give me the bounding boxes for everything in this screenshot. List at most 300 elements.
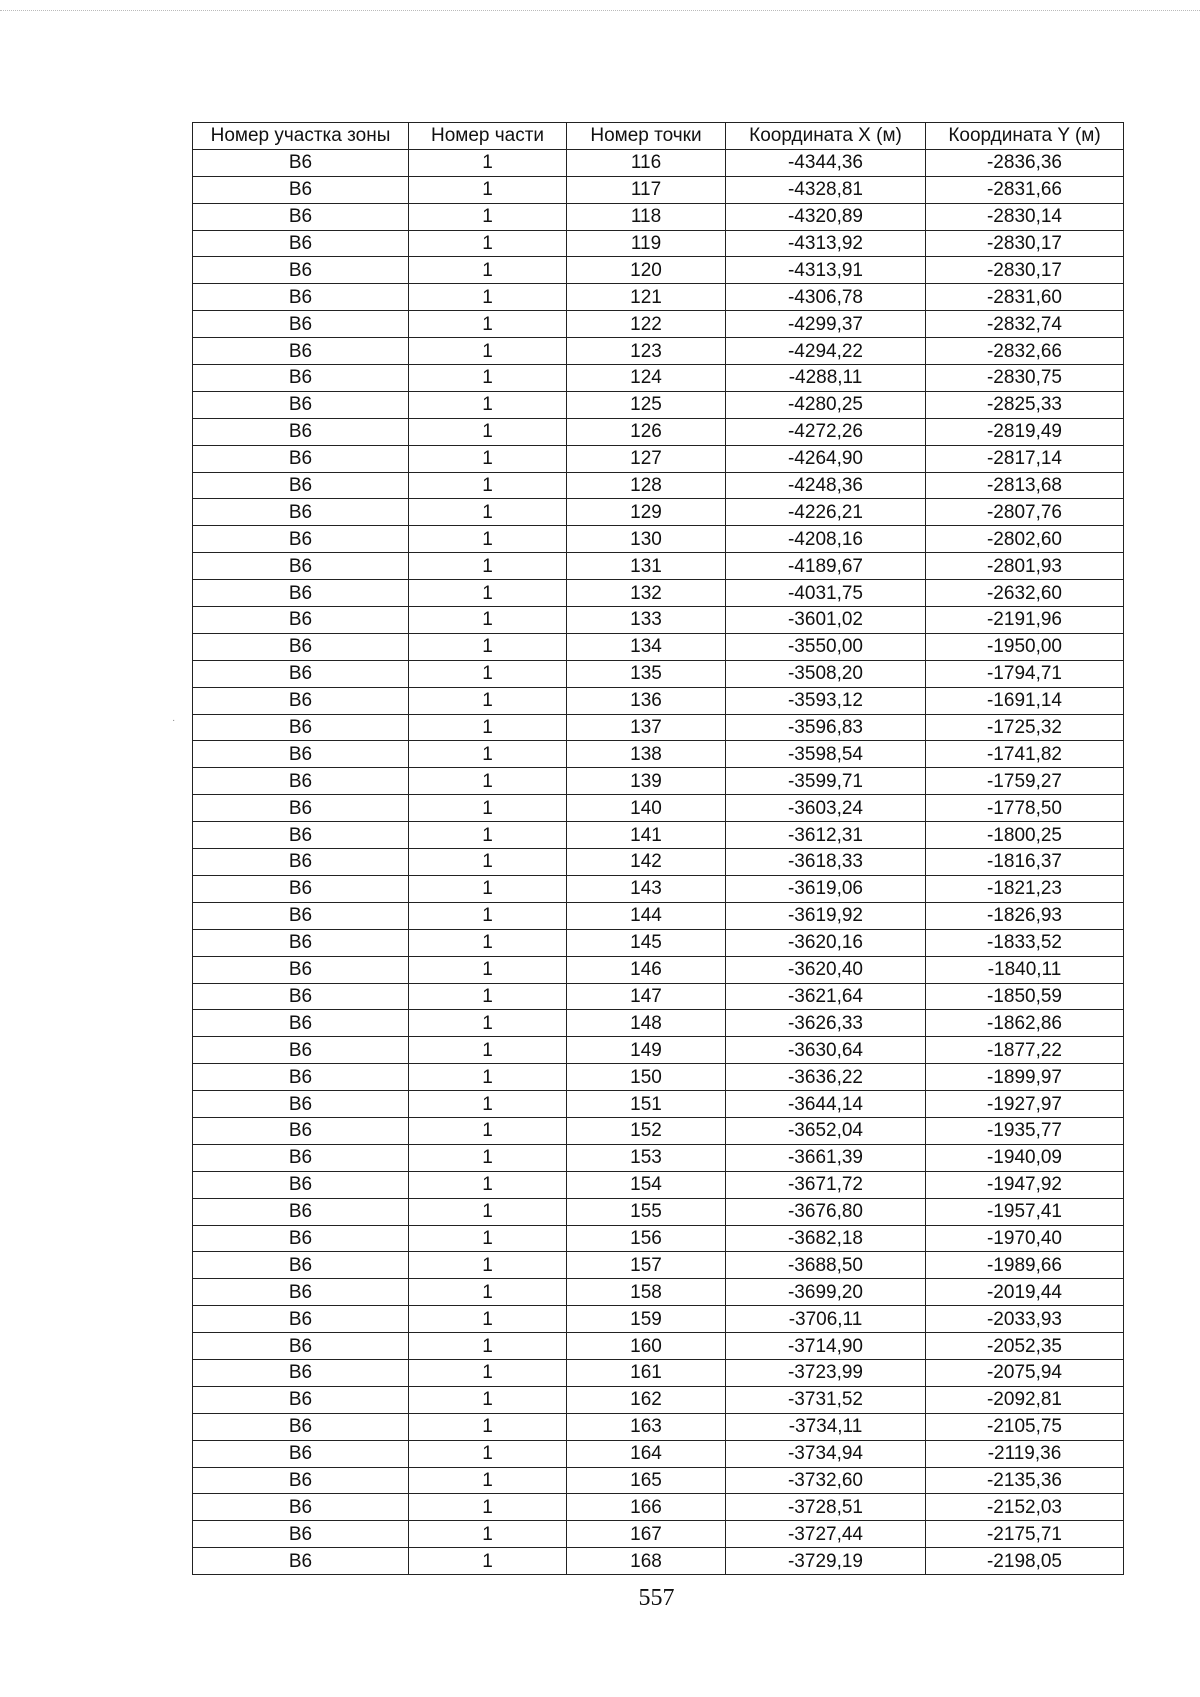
part-number-cell: 1 [409,1117,567,1144]
table-row [193,1171,1124,1198]
coordinate-x-cell: -4208,16 [726,526,926,553]
part-number-cell: 1 [409,1413,567,1440]
coordinate-y-cell: -2175,71 [926,1521,1124,1548]
part-number-cell: 1 [409,795,567,822]
coordinate-x-cell: -3626,33 [726,1010,926,1037]
part-number-cell: 1 [409,633,567,660]
part-number-cell: 1 [409,875,567,902]
point-number-cell: 121 [567,284,726,311]
coordinate-y-cell: -2198,05 [926,1548,1124,1575]
part-number-cell: 1 [409,203,567,230]
zone-section-cell: В6 [193,257,409,284]
coordinate-x-cell: -4288,11 [726,365,926,392]
table-row [193,311,1124,338]
zone-section-cell: В6 [193,1306,409,1333]
coordinate-y-cell: -2807,76 [926,499,1124,526]
part-number-cell: 1 [409,849,567,876]
part-number-cell: 1 [409,1521,567,1548]
coordinate-x-cell: -4031,75 [726,580,926,607]
zone-section-cell: В6 [193,1333,409,1360]
point-number-cell: 124 [567,365,726,392]
coordinate-x-cell: -4248,36 [726,472,926,499]
table-row [193,365,1124,392]
table-row [193,1359,1124,1386]
point-number-cell: 146 [567,956,726,983]
table-row [193,1225,1124,1252]
point-number-cell: 137 [567,714,726,741]
coordinate-x-cell: -3652,04 [726,1117,926,1144]
point-number-cell: 123 [567,338,726,365]
coordinate-y-cell: -2830,17 [926,230,1124,257]
top-scan-border [0,10,1200,11]
part-number-cell: 1 [409,1198,567,1225]
table-row [193,1521,1124,1548]
table-row [193,149,1124,176]
part-number-cell: 1 [409,365,567,392]
coordinate-y-cell: -1950,00 [926,633,1124,660]
zone-section-cell: В6 [193,983,409,1010]
coordinate-y-cell: -1935,77 [926,1117,1124,1144]
zone-section-cell: В6 [193,365,409,392]
part-number-cell: 1 [409,1279,567,1306]
coordinate-y-cell: -2831,60 [926,284,1124,311]
coordinate-y-cell: -2830,75 [926,365,1124,392]
coordinate-y-cell: -2830,14 [926,203,1124,230]
coordinate-y-cell: -1691,14 [926,687,1124,714]
zone-section-cell: В6 [193,714,409,741]
part-number-cell: 1 [409,1548,567,1575]
header-zone-section: Номер участка зоны [193,123,409,150]
table-row [193,875,1124,902]
zone-section-cell: В6 [193,1494,409,1521]
coordinate-y-cell: -2052,35 [926,1333,1124,1360]
zone-section-cell: В6 [193,633,409,660]
coordinate-x-cell: -3688,50 [726,1252,926,1279]
coordinate-x-cell: -4280,25 [726,391,926,418]
coordinate-y-cell: -2632,60 [926,580,1124,607]
zone-section-cell: В6 [193,1386,409,1413]
zone-section-cell: В6 [193,607,409,634]
coordinate-x-cell: -3599,71 [726,768,926,795]
coordinate-x-cell: -3621,64 [726,983,926,1010]
header-part-number: Номер части [409,123,567,150]
table-row [193,1064,1124,1091]
point-number-cell: 152 [567,1117,726,1144]
part-number-cell: 1 [409,822,567,849]
coordinate-y-cell: -2019,44 [926,1279,1124,1306]
point-number-cell: 156 [567,1225,726,1252]
part-number-cell: 1 [409,338,567,365]
point-number-cell: 157 [567,1252,726,1279]
zone-section-cell: В6 [193,284,409,311]
table-row [193,526,1124,553]
coordinate-x-cell: -3630,64 [726,1037,926,1064]
part-number-cell: 1 [409,1467,567,1494]
coordinate-x-cell: -3734,94 [726,1440,926,1467]
margin-mark: · [172,715,176,726]
zone-section-cell: В6 [193,149,409,176]
point-number-cell: 149 [567,1037,726,1064]
coordinate-x-cell: -3734,11 [726,1413,926,1440]
zone-section-cell: В6 [193,1413,409,1440]
table-row [193,176,1124,203]
coordinate-x-cell: -3618,33 [726,849,926,876]
point-number-cell: 116 [567,149,726,176]
coordinate-y-cell: -1800,25 [926,822,1124,849]
part-number-cell: 1 [409,499,567,526]
zone-section-cell: В6 [193,338,409,365]
zone-section-cell: В6 [193,526,409,553]
zone-section-cell: В6 [193,418,409,445]
coordinate-y-cell: -2832,74 [926,311,1124,338]
header-coordinate-x: Координата X (м) [726,123,926,150]
coordinate-x-cell: -3682,18 [726,1225,926,1252]
coordinate-y-cell: -1741,82 [926,741,1124,768]
point-number-cell: 119 [567,230,726,257]
coordinate-x-cell: -4313,91 [726,257,926,284]
point-number-cell: 143 [567,875,726,902]
coordinate-y-cell: -1989,66 [926,1252,1124,1279]
table-row [193,1144,1124,1171]
zone-section-cell: В6 [193,1440,409,1467]
point-number-cell: 151 [567,1091,726,1118]
coordinate-y-cell: -2191,96 [926,607,1124,634]
zone-section-cell: В6 [193,1198,409,1225]
zone-section-cell: В6 [193,1171,409,1198]
point-number-cell: 139 [567,768,726,795]
table-row [193,553,1124,580]
table-row [193,391,1124,418]
zone-section-cell: В6 [193,822,409,849]
coordinate-x-cell: -3728,51 [726,1494,926,1521]
coordinate-x-cell: -3727,44 [726,1521,926,1548]
coordinate-y-cell: -1759,27 [926,768,1124,795]
zone-section-cell: В6 [193,1144,409,1171]
zone-section-cell: В6 [193,176,409,203]
coordinate-y-cell: -2135,36 [926,1467,1124,1494]
point-number-cell: 158 [567,1279,726,1306]
coordinate-x-cell: -3620,40 [726,956,926,983]
zone-section-cell: В6 [193,472,409,499]
point-number-cell: 168 [567,1548,726,1575]
point-number-cell: 130 [567,526,726,553]
part-number-cell: 1 [409,284,567,311]
coordinate-x-cell: -4189,67 [726,553,926,580]
coordinate-y-cell: -1927,97 [926,1091,1124,1118]
coordinate-y-cell: -2831,66 [926,176,1124,203]
zone-section-cell: В6 [193,875,409,902]
point-number-cell: 150 [567,1064,726,1091]
coordinate-y-cell: -2801,93 [926,553,1124,580]
zone-section-cell: В6 [193,553,409,580]
coordinate-x-cell: -3676,80 [726,1198,926,1225]
zone-section-cell: В6 [193,660,409,687]
part-number-cell: 1 [409,956,567,983]
part-number-cell: 1 [409,741,567,768]
table-row [193,1413,1124,1440]
point-number-cell: 126 [567,418,726,445]
part-number-cell: 1 [409,580,567,607]
point-number-cell: 165 [567,1467,726,1494]
coordinate-y-cell: -1794,71 [926,660,1124,687]
table-row [193,902,1124,929]
coordinate-x-cell: -3706,11 [726,1306,926,1333]
coordinate-y-cell: -1833,52 [926,929,1124,956]
part-number-cell: 1 [409,553,567,580]
part-number-cell: 1 [409,472,567,499]
coordinate-y-cell: -2832,66 [926,338,1124,365]
table-row [193,257,1124,284]
coordinate-y-cell: -1778,50 [926,795,1124,822]
table-row [193,580,1124,607]
coordinate-x-cell: -4226,21 [726,499,926,526]
zone-section-cell: В6 [193,1091,409,1118]
zone-section-cell: В6 [193,902,409,929]
part-number-cell: 1 [409,391,567,418]
zone-section-cell: В6 [193,687,409,714]
zone-section-cell: В6 [193,391,409,418]
coordinate-x-cell: -3714,90 [726,1333,926,1360]
coordinate-x-cell: -3603,24 [726,795,926,822]
part-number-cell: 1 [409,929,567,956]
part-number-cell: 1 [409,1171,567,1198]
table-row [193,607,1124,634]
table-row [193,822,1124,849]
table-row [193,1117,1124,1144]
part-number-cell: 1 [409,418,567,445]
coordinate-y-cell: -2836,36 [926,149,1124,176]
table-row [193,741,1124,768]
coordinate-y-cell: -1840,11 [926,956,1124,983]
coordinate-x-cell: -4328,81 [726,176,926,203]
part-number-cell: 1 [409,1359,567,1386]
part-number-cell: 1 [409,607,567,634]
zone-section-cell: В6 [193,1252,409,1279]
table-row [193,472,1124,499]
coordinate-y-cell: -2830,17 [926,257,1124,284]
part-number-cell: 1 [409,1144,567,1171]
point-number-cell: 141 [567,822,726,849]
point-number-cell: 120 [567,257,726,284]
part-number-cell: 1 [409,311,567,338]
coordinate-x-cell: -3550,00 [726,633,926,660]
zone-section-cell: В6 [193,1548,409,1575]
part-number-cell: 1 [409,445,567,472]
coordinate-y-cell: -2825,33 [926,391,1124,418]
coordinate-x-cell: -3612,31 [726,822,926,849]
table-row [193,230,1124,257]
point-number-cell: 135 [567,660,726,687]
part-number-cell: 1 [409,1037,567,1064]
part-number-cell: 1 [409,1386,567,1413]
point-number-cell: 136 [567,687,726,714]
part-number-cell: 1 [409,660,567,687]
table-row [193,499,1124,526]
table-row [193,1091,1124,1118]
table-row [193,1494,1124,1521]
point-number-cell: 138 [567,741,726,768]
part-number-cell: 1 [409,687,567,714]
zone-section-cell: В6 [193,956,409,983]
coordinate-x-cell: -4313,92 [726,230,926,257]
zone-section-cell: В6 [193,1467,409,1494]
coordinate-x-cell: -3671,72 [726,1171,926,1198]
coordinate-x-cell: -3661,39 [726,1144,926,1171]
point-number-cell: 160 [567,1333,726,1360]
zone-section-cell: В6 [193,1064,409,1091]
part-number-cell: 1 [409,257,567,284]
table-row [193,849,1124,876]
table-row [193,1386,1124,1413]
point-number-cell: 133 [567,607,726,634]
table-row [193,956,1124,983]
part-number-cell: 1 [409,526,567,553]
part-number-cell: 1 [409,1064,567,1091]
part-number-cell: 1 [409,714,567,741]
point-number-cell: 142 [567,849,726,876]
part-number-cell: 1 [409,1010,567,1037]
coordinate-y-cell: -2817,14 [926,445,1124,472]
table-row [193,203,1124,230]
coordinate-y-cell: -2075,94 [926,1359,1124,1386]
coordinate-y-cell: -2105,75 [926,1413,1124,1440]
header-coordinate-y: Координата Y (м) [926,123,1124,150]
zone-section-cell: В6 [193,1279,409,1306]
coordinate-y-cell: -1940,09 [926,1144,1124,1171]
table-row [193,1440,1124,1467]
coordinate-x-cell: -4294,22 [726,338,926,365]
point-number-cell: 125 [567,391,726,418]
coordinate-x-cell: -3596,83 [726,714,926,741]
zone-section-cell: В6 [193,580,409,607]
coordinate-x-cell: -3619,06 [726,875,926,902]
coordinate-x-cell: -4264,90 [726,445,926,472]
table-row [193,1037,1124,1064]
point-number-cell: 164 [567,1440,726,1467]
point-number-cell: 132 [567,580,726,607]
point-number-cell: 131 [567,553,726,580]
coordinate-x-cell: -3729,19 [726,1548,926,1575]
coordinate-x-cell: -3619,92 [726,902,926,929]
table-row [193,768,1124,795]
coordinate-x-cell: -4299,37 [726,311,926,338]
table-header-row [193,123,1124,150]
point-number-cell: 140 [567,795,726,822]
coordinate-y-cell: -2033,93 [926,1306,1124,1333]
coordinate-x-cell: -3636,22 [726,1064,926,1091]
point-number-cell: 127 [567,445,726,472]
table-row [193,418,1124,445]
point-number-cell: 167 [567,1521,726,1548]
table-row [193,660,1124,687]
table-row [193,1333,1124,1360]
zone-section-cell: В6 [193,768,409,795]
part-number-cell: 1 [409,1306,567,1333]
coordinate-y-cell: -1899,97 [926,1064,1124,1091]
point-number-cell: 148 [567,1010,726,1037]
table-row [193,633,1124,660]
point-number-cell: 145 [567,929,726,956]
coordinate-x-cell: -3508,20 [726,660,926,687]
table-row [193,1198,1124,1225]
zone-section-cell: В6 [193,1359,409,1386]
coordinate-x-cell: -3620,16 [726,929,926,956]
coordinate-y-cell: -1957,41 [926,1198,1124,1225]
coordinate-x-cell: -4344,36 [726,149,926,176]
coordinate-x-cell: -3644,14 [726,1091,926,1118]
part-number-cell: 1 [409,1252,567,1279]
table-row [193,1306,1124,1333]
header-point-number: Номер точки [567,123,726,150]
part-number-cell: 1 [409,1333,567,1360]
coordinate-y-cell: -2152,03 [926,1494,1124,1521]
zone-section-cell: В6 [193,203,409,230]
table-row [193,687,1124,714]
coordinate-y-cell: -1826,93 [926,902,1124,929]
table-row [193,284,1124,311]
point-number-cell: 166 [567,1494,726,1521]
point-number-cell: 159 [567,1306,726,1333]
coordinate-x-cell: -3723,99 [726,1359,926,1386]
coordinate-x-cell: -4306,78 [726,284,926,311]
part-number-cell: 1 [409,902,567,929]
point-number-cell: 154 [567,1171,726,1198]
table-row [193,1548,1124,1575]
coordinate-y-cell: -1877,22 [926,1037,1124,1064]
zone-section-cell: В6 [193,445,409,472]
zone-section-cell: В6 [193,849,409,876]
coordinate-y-cell: -1821,23 [926,875,1124,902]
coordinate-x-cell: -4272,26 [726,418,926,445]
zone-section-cell: В6 [193,499,409,526]
zone-section-cell: В6 [193,311,409,338]
coordinate-y-cell: -1970,40 [926,1225,1124,1252]
coordinate-x-cell: -3732,60 [726,1467,926,1494]
point-number-cell: 155 [567,1198,726,1225]
table-body [193,149,1124,1574]
coordinate-y-cell: -1862,86 [926,1010,1124,1037]
part-number-cell: 1 [409,149,567,176]
table-row [193,338,1124,365]
zone-section-cell: В6 [193,1225,409,1252]
point-number-cell: 128 [567,472,726,499]
part-number-cell: 1 [409,1225,567,1252]
coordinate-y-cell: -2819,49 [926,418,1124,445]
table-row [193,1010,1124,1037]
table-row [193,1467,1124,1494]
table-row [193,714,1124,741]
page-number: 557 [638,1585,675,1611]
coordinate-x-cell: -3699,20 [726,1279,926,1306]
coordinate-y-cell: -2802,60 [926,526,1124,553]
coordinate-y-cell: -2119,36 [926,1440,1124,1467]
coordinate-y-cell: -1816,37 [926,849,1124,876]
zone-section-cell: В6 [193,230,409,257]
point-number-cell: 163 [567,1413,726,1440]
coordinate-y-cell: -2813,68 [926,472,1124,499]
table-row [193,1279,1124,1306]
point-number-cell: 134 [567,633,726,660]
point-number-cell: 122 [567,311,726,338]
zone-section-cell: В6 [193,1037,409,1064]
coordinate-x-cell: -4320,89 [726,203,926,230]
zone-section-cell: В6 [193,795,409,822]
coordinate-y-cell: -1725,32 [926,714,1124,741]
zone-section-cell: В6 [193,1521,409,1548]
zone-section-cell: В6 [193,1117,409,1144]
point-number-cell: 118 [567,203,726,230]
zone-section-cell: В6 [193,929,409,956]
